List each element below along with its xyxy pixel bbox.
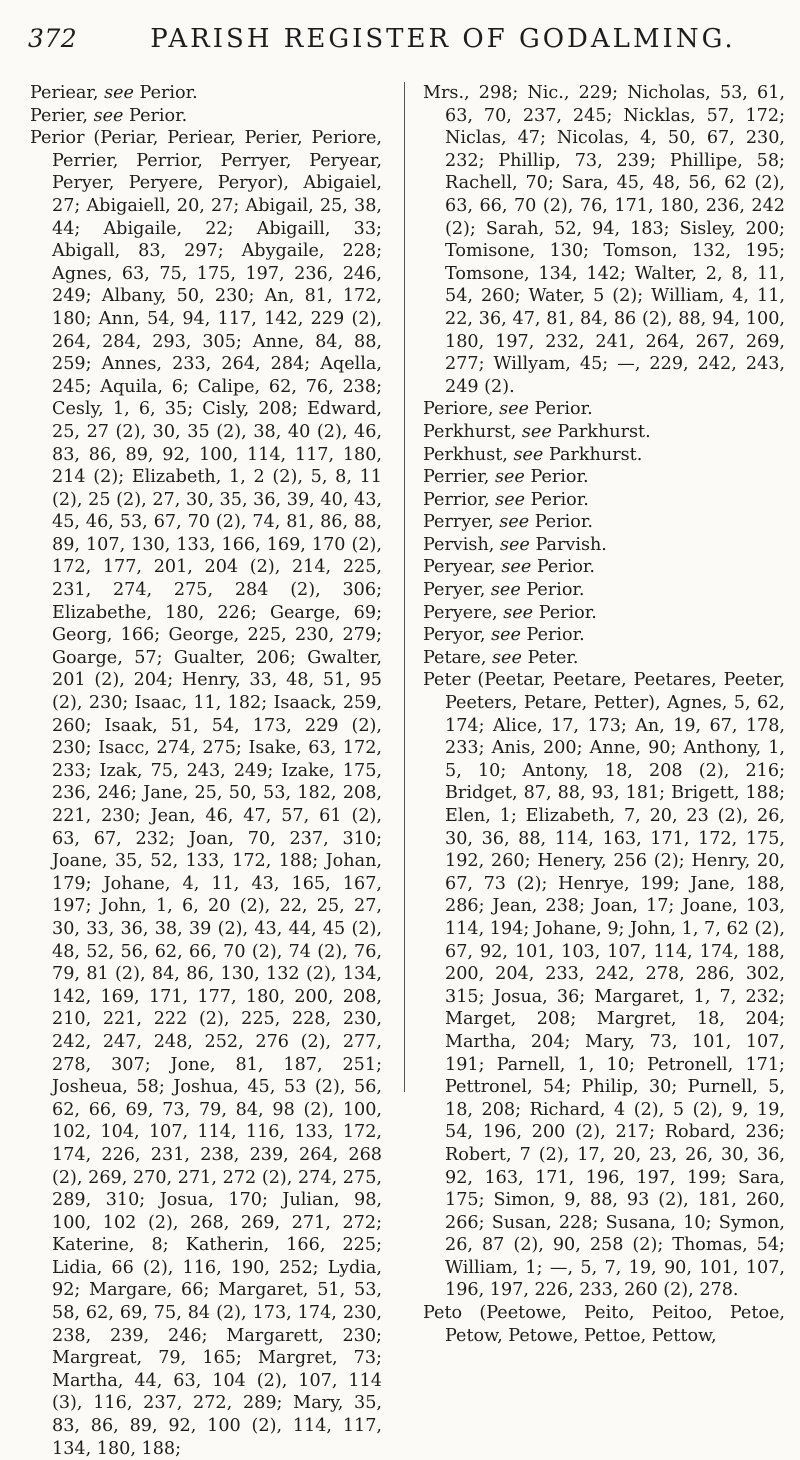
see-target: Perior. (536, 557, 595, 578)
index-entry (423, 511, 785, 534)
see-target: Perior. (538, 602, 597, 623)
see-target: Parvish. (535, 534, 607, 555)
entry-surname: Peto (423, 1303, 463, 1324)
see-target: Parkhurst. (548, 444, 643, 465)
index-entry (423, 489, 785, 512)
entry-surname: Perier, (30, 105, 88, 126)
entry-surname: Petare, (423, 647, 487, 668)
index-entry (30, 127, 382, 1460)
index-entry (423, 579, 785, 602)
entry-surname: Periear, (30, 83, 99, 103)
entry-surname: Peryere, (423, 602, 498, 623)
entry-surname: Peryor, (423, 625, 486, 646)
index-entry (30, 105, 382, 128)
page-number: 372 (28, 24, 78, 53)
entry-references: (Peetowe, Peito, Peitoo, Petoe, Petow, Petowe, Pettoe, Pettow, (445, 1303, 786, 1346)
see-target: Perior. (526, 580, 585, 601)
running-title: PARISH REGISTER OF GODALMING. (150, 24, 736, 54)
entry-surname: Perkhust, (423, 444, 508, 465)
column-divider (404, 82, 405, 1092)
entry-surname: Perryer, (423, 512, 494, 533)
index-column-right (423, 82, 785, 1347)
index-entry (423, 602, 785, 625)
see-reference: see (104, 83, 134, 103)
see-target: Peter. (527, 647, 579, 668)
see-reference: see (499, 534, 530, 555)
entry-surname: Perrior, (423, 489, 490, 510)
entry-surname: Periore, (423, 399, 494, 420)
see-target: Perior. (526, 625, 585, 646)
index-entry (423, 624, 785, 647)
index-entry (423, 647, 785, 670)
entry-surname: Peryer, (423, 580, 486, 601)
index-entry (423, 444, 785, 467)
index-column-left (30, 82, 382, 1460)
entry-surname: Perrier, (423, 467, 490, 488)
entry-references: Mrs., 298; Nic., 229; Nicholas, 53, 61, 63, 70, 237, 245; Nicklas, 57, 172; Niclas, 47; Nicolas, 4, 50, 67, 230, 232; Phillip, 73, 239; Phillipe, 58; Rachell, 70; Sara, 45, 48, 56, 62 (2), 63, 66, 70 (2), 76, 171, 180, 236, 242 (2); Sarah, 52, 94, 183; Sisley, 200; Tomisone, 130; Tomson, 132, 195; Tomsone, 134, 142; Walter, 2, 8, 11, 54, 260; Water, 5 (2); William, 4, 11, 22, 36, 47, 81, 84, 86 (2), 88, 94, 100, 180, 197, 232, 241, 264, 267, 269, 277; Willyam, 45; —, 229, 242, 243, 249 (2). (423, 83, 785, 397)
index-entry (423, 556, 785, 579)
see-reference: see (491, 625, 521, 646)
entry-references: (Periar, Periear, Perier, Periore, Perrier, Perrior, Perryer, Peryear, Peryer, Peryere, Peryor), Abigaiel, 27; Abigaiell, 20, 27; Abigail, 25, 38, 44; Abigaile, 22; Abigaill, 33; Abigall, 83, 297; Abygaile, 228; Agnes, 63, 75, 175, 197, 236, 246, 249; Albany, 50, 230; An, 81, 172, 180; Ann, 54, 94, 117, 142, 229 (2), 264, 284, 293, 305; Anne, 84, 88, 259; Annes, 233, 264, 284; Aqella, 245; Aquila, 6; Calipe, 62, 76, 238; Cesly, 1, 6, 35; Cisly, 208; Edward, 25, 27 (2), 30, 35 (2), 38, 40 (2), 46, 83, 86, 89, 92, 100, 114, 117, 180, 214 (2); Elizabeth, 1, 2 (2), 5, 8, 11 (2), 25 (2), 27, 30, 35, 36, 39, 40, 43, 45, 46, 53, 67, 70 (2), 74, 81, 86, 88, 89, 107, 130, 133, 166, 169, 170 (2), 172, 177, 201, 204 (2), 214, 225, 231, 274, 275, 284 (2), 306; Elizabethe, 180, 226; Gearge, 69; Georg, 166; George, 225, 230, 279; Goarge, 57; Gualter, 206; Gwalter, 201 (2), 204; Henry, 33, 48, 51, 95 (2), 230; Isaac, 11, 182; Isaack, 259, 260; Isaak, 51, 54, 173, 229 (2), 230; Isacc, 274, 275; Isake, 63, 172, 233; Izak, 75, 243, 249; Izake, 175, 236, 246; Jane, 25, 50, 53, 182, 208, 221, 230; Jean, 46, 47, 57, 61 (2), 63, 67, 232; Joan, 70, 237, 310; Joane, 35, 52, 133, 172, 188; Johan, 179; Johane, 4, 11, 43, 165, 167, 197; John, 1, 6, 20 (2), 22, 25, 27, 30, 33, 36, 38, 39 (2), 43, 44, 45 (2), 48, 52, 56, 62, 66, 70 (2), 74 (2), 76, 79, 81 (2), 84, 86, 130, 132 (2), 134, 142, 169, 171, 177, 180, 200, 208, 210, 221, 222 (2), 225, 228, 230, 242, 247, 248, 252, 276 (2), 277, 278, 307; Jone, 81, 187, 251; Josheua, 58; Joshua, 45, 53 (2), 56, 62, 66, 69, 73, 79, 84, 98 (2), 100, 102, 104, 107, 114, 116, 133, 172, 174, 226, 231, 238, 239, 264, 268 (2), 269, 270, 271, 272 (2), 274, 275, 289, 310; Josua, 170; Julian, 98, 100, 102 (2), 268, 269, 271, 272; Katerine, 8; Katherin, 166, 225; Lidia, 66 (2), 116, 190, 252; Lydia, 92; Margare, 66; Margaret, 51, 53, 58, 62, 69, 75, 84 (2), 173, 174, 230, 238, 239, 246; Margarett, 230; Margreat, 79, 165; Margret, 73; Martha, 44, 63, 104 (2), 107, 114 (3), 116, 237, 272, 289; Mary, 35, 83, 86, 89, 92, 100 (2), 114, 117, 134, 180, 188; (52, 128, 382, 1459)
index-entry (423, 421, 785, 444)
see-reference: see (492, 647, 522, 668)
page-header (28, 24, 788, 64)
entry-references: (Peetar, Peetare, Peetares, Peeter, Peeters, Petare, Petter), Agnes, 5, 62, 174; Alice, 17, 173; An, 19, 67, 178, 233; Anis, 200; Anne, 90; Anthony, 1, 5, 10; Antony, 18, 208 (2), 216; Bridget, 87, 88, 93, 181; Brigett, 188; Elen, 1; Elizabeth, 7, 20, 23 (2), 26, 30, 36, 88, 114, 163, 171, 172, 175, 192, 260; Henery, 256 (2); Henry, 20, 67, 73 (2); Henrye, 199; Jane, 188, 286; Jean, 238; Joan, 17; Joane, 103, 114, 194; Johane, 9; John, 1, 7, 62 (2), 67, 92, 101, 103, 107, 114, 174, 188, 200, 204, 233, 242, 278, 286, 302, 315; Josua, 36; Margaret, 1, 7, 232; Marget, 208; Margret, 18, 204; Martha, 204; Mary, 73, 101, 107, 191; Parnell, 1, 10; Petronell, 171; Pettronel, 54; Philip, 30; Purnell, 5, 18, 208; Richard, 4 (2), 5 (2), 9, 19, 54, 196, 200 (2), 217; Robard, 236; Robert, 7 (2), 17, 20, 23, 26, 30, 36, 92, 163, 171, 196, 197, 199; Sara, 175; Simon, 9, 88, 93 (2), 181, 260, 266; Susan, 228; Susana, 10; Symon, 26, 87 (2), 90, 258 (2); Thomas, 54; William, 1; —, 5, 7, 19, 90, 101, 107, 196, 197, 226, 233, 260 (2), 278. (445, 670, 785, 1301)
see-target: Perior. (534, 399, 593, 420)
see-target: Perior. (139, 83, 198, 103)
index-entry (423, 466, 785, 489)
entry-surname: Pervish, (423, 534, 495, 555)
index-entry (423, 534, 785, 557)
index-entry (30, 82, 382, 105)
see-reference: see (93, 105, 124, 126)
index-entry (423, 669, 785, 1302)
see-reference: see (513, 444, 544, 465)
see-reference: see (503, 602, 534, 623)
index-entry (423, 398, 785, 421)
see-target: Perior. (530, 489, 589, 510)
see-target: Perior. (534, 512, 593, 533)
see-reference: see (501, 557, 532, 578)
entry-surname: Peter (423, 670, 471, 691)
see-reference: see (521, 421, 552, 442)
entry-surname: Peryear, (423, 557, 496, 578)
index-entry (423, 1302, 785, 1347)
entry-surname: Perior (30, 128, 85, 149)
see-target: Perior. (129, 105, 188, 126)
see-reference: see (495, 489, 526, 510)
see-reference: see (499, 512, 530, 533)
see-target: Perior. (530, 467, 589, 488)
entry-surname: Perkhurst, (423, 421, 517, 442)
see-reference: see (494, 467, 525, 488)
index-entry (423, 82, 785, 398)
see-target: Parkhurst. (557, 421, 651, 442)
see-reference: see (499, 399, 529, 420)
see-reference: see (490, 580, 521, 601)
